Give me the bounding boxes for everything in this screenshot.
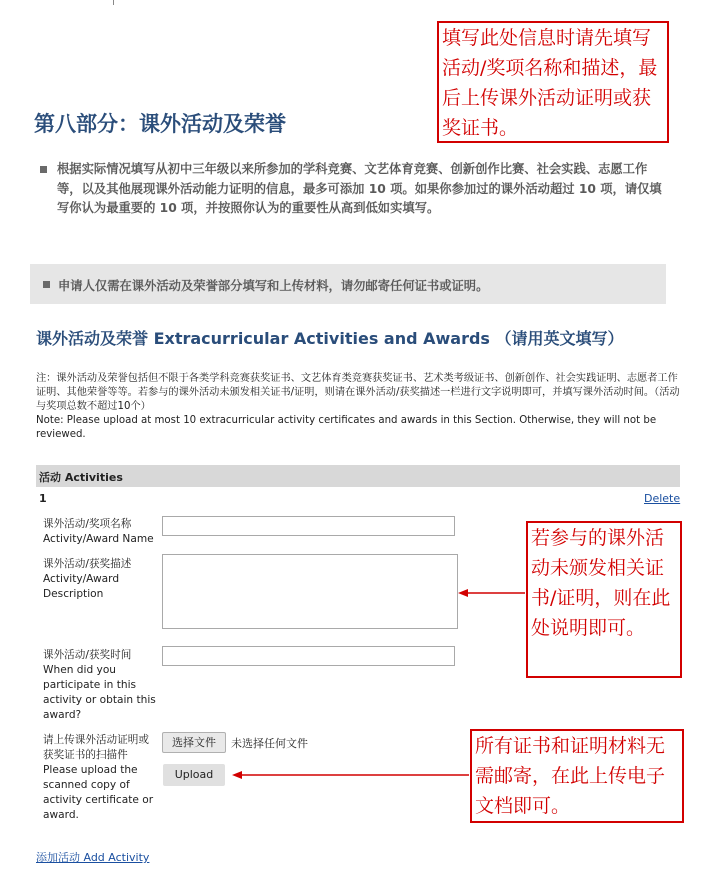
- delete-link[interactable]: Delete: [644, 492, 681, 505]
- activities-header-label: 活动 Activities: [39, 471, 123, 484]
- choose-file-button[interactable]: 选择文件: [162, 732, 226, 753]
- no-file-text: 未选择任何文件: [231, 737, 308, 750]
- activity-time-label: 课外活动/获奖时间 When did you participate in this activity or obtain this award?: [43, 649, 156, 721]
- section-title: 第八部分：课外活动及荣誉: [34, 112, 286, 136]
- arrow-to-description: [458, 589, 525, 597]
- callout-bottom: 所有证书和证明材料无需邮寄，在此上传电子文档即可。: [470, 729, 684, 823]
- notice-text: 申请人仅需在课外活动及荣誉部分填写和上传材料，请勿邮寄任何证书或证明。: [58, 279, 489, 293]
- subsection-title: 课外活动及荣誉 Extracurricular Activities and Awards （请用英文填写）: [36, 329, 624, 348]
- upload-button[interactable]: Upload: [163, 764, 225, 786]
- activity-item-number: 1: [39, 492, 47, 505]
- callout-middle: 若参与的课外活动未颁发相关证书/证明，则在此处说明即可。: [526, 521, 682, 678]
- activity-name-label: 课外活动/奖项名称 Activity/Award Name: [43, 518, 154, 545]
- activity-description-label: 课外活动/获奖描述 Activity/Award Description: [43, 558, 132, 600]
- arrow-to-upload: [232, 771, 469, 779]
- note-chinese: 注：课外活动及荣誉包括但不限于各类学科竞赛获奖证书、文艺体育类竞赛获奖证书、艺术类考级证书、创新创作、社会实践证明、志愿者工作证明、其他荣誉等等。若参与的课外活动未颁发相关证书/证明，则请在课外活动/获奖描述一栏进行文字说明即可，并填写课外活动时间。（活动与奖项总数不超过10个）: [36, 373, 680, 412]
- upload-label: 请上传课外活动证明或获奖证书的扫描件 Please upload the scanned copy of activity certificate or award.: [43, 734, 154, 821]
- note-english: Note: Please upload at most 10 extracurricular activity certificates and awards in this Section. Otherwise, they will not be reviewed.: [36, 415, 657, 440]
- instruction-text: 根据实际情况填写从初中三年级以来所参加的学科竞赛、文艺体育竞赛、创新创作比赛、社会实践、志愿工作等，以及其他展现课外活动能力证明的信息，最多可添加 10 项。如果你参加过的课外活动超过 10 项，请仅填写你认为最重要的 10 项，并按照你认为的重要性从高到低如实填写。: [57, 162, 662, 215]
- callout-top: 填写此处信息时请先填写活动/奖项名称和描述，最后上传课外活动证明或获奖证书。: [437, 21, 669, 143]
- add-activity-link[interactable]: 添加活动 Add Activity: [36, 851, 150, 864]
